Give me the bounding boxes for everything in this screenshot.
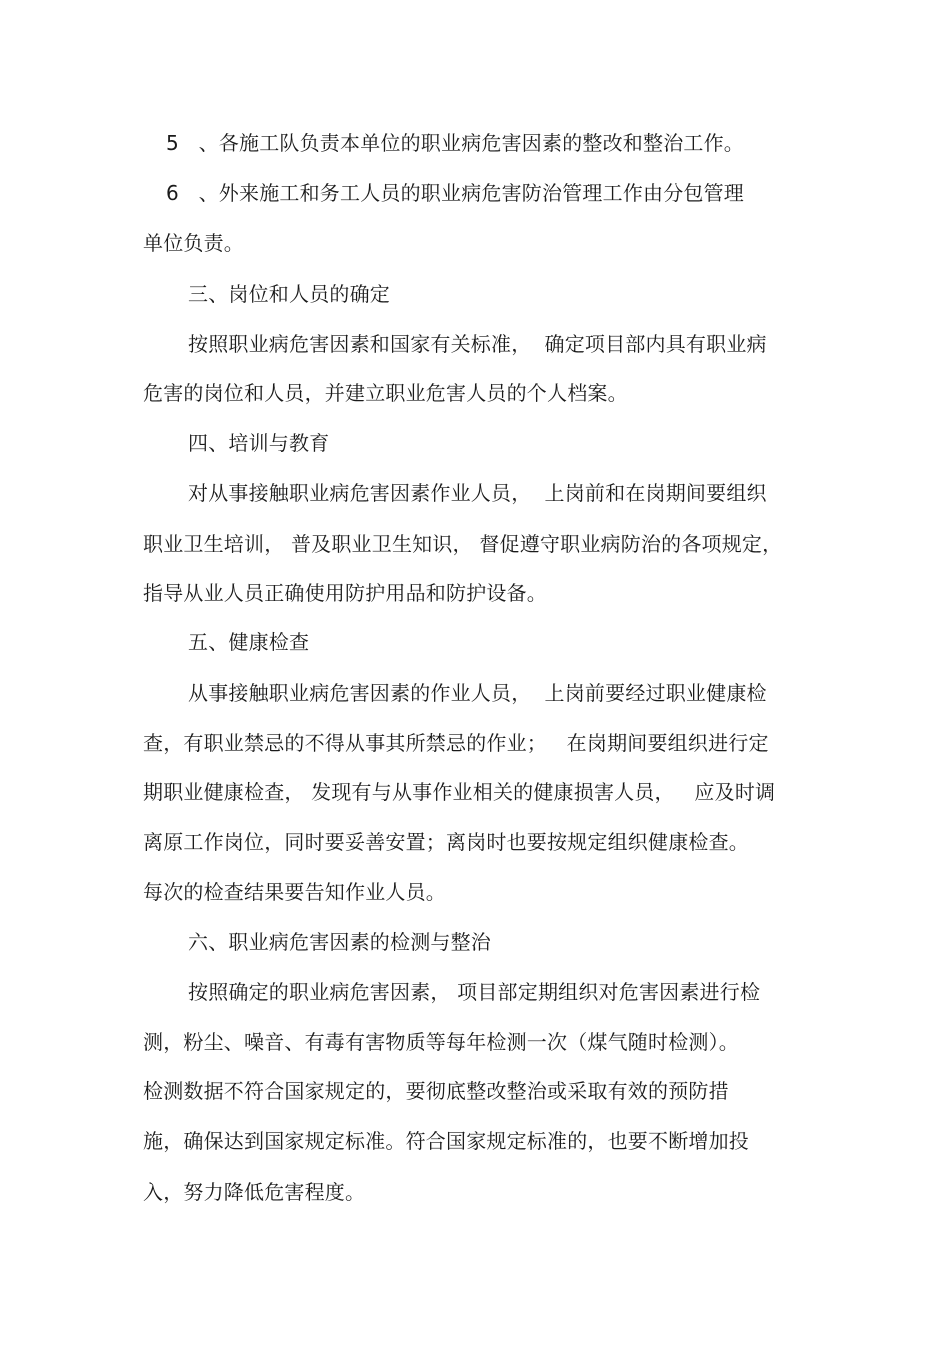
paragraph-line: 职业卫生培训， 普及职业卫生知识， 督促遵守职业病防治的各项规定， (143, 532, 783, 556)
paragraph-line: 从事接触职业病危害因素的作业人员， 上岗前要经过职业健康检 (188, 681, 767, 705)
paragraph-line: 入，努力降低危害程度。 (143, 1180, 366, 1204)
item-5-line: 5 、各施工队负责本单位的职业病危害因素的整改和整治工作。 (166, 131, 744, 155)
paragraph-line: 离原工作岗位，同时要妥善安置；离岗时也要按规定组织健康检查。 (143, 830, 749, 854)
item-6-continuation: 单位负责。 (143, 231, 244, 255)
paragraph-line: 检测数据不符合国家规定的，要彻底整改整治或采取有效的预防措 (143, 1079, 729, 1103)
section-heading-3: 三、岗位和人员的确定 (188, 282, 390, 306)
paragraph-line: 期职业健康检查， 发现有与从事作业相关的健康损害人员， 应及时调 (143, 780, 776, 804)
section-heading-4: 四、培训与教育 (188, 431, 330, 455)
paragraph-line: 测，粉尘、噪音、有毒有害物质等每年检测一次（煤气随时检测）。 (143, 1030, 739, 1054)
paragraph-line: 查，有职业禁忌的不得从事其所禁忌的作业； 在岗期间要组织进行定 (143, 731, 769, 755)
item-6-line: 6 、外来施工和务工人员的职业病危害防治管理工作由分包管理 (166, 181, 744, 205)
section-heading-6: 六、职业病危害因素的检测与整治 (188, 930, 491, 954)
section-heading-5: 五、健康检查 (188, 630, 310, 654)
paragraph-line: 危害的岗位和人员，并建立职业危害人员的个人档案。 (143, 381, 628, 405)
paragraph-line: 施，确保达到国家规定标准。符合国家规定标准的，也要不断增加投 (143, 1129, 749, 1153)
paragraph-line: 指导从业人员正确使用防护用品和防护设备。 (143, 581, 547, 605)
paragraph-line: 对从事接触职业病危害因素作业人员， 上岗前和在岗期间要组织 (188, 481, 767, 505)
paragraph-line: 按照确定的职业病危害因素， 项目部定期组织对危害因素进行检 (188, 980, 761, 1004)
paragraph-line: 按照职业病危害因素和国家有关标准， 确定项目部内具有职业病 (188, 332, 767, 356)
paragraph-line: 每次的检查结果要告知作业人员。 (143, 880, 446, 904)
